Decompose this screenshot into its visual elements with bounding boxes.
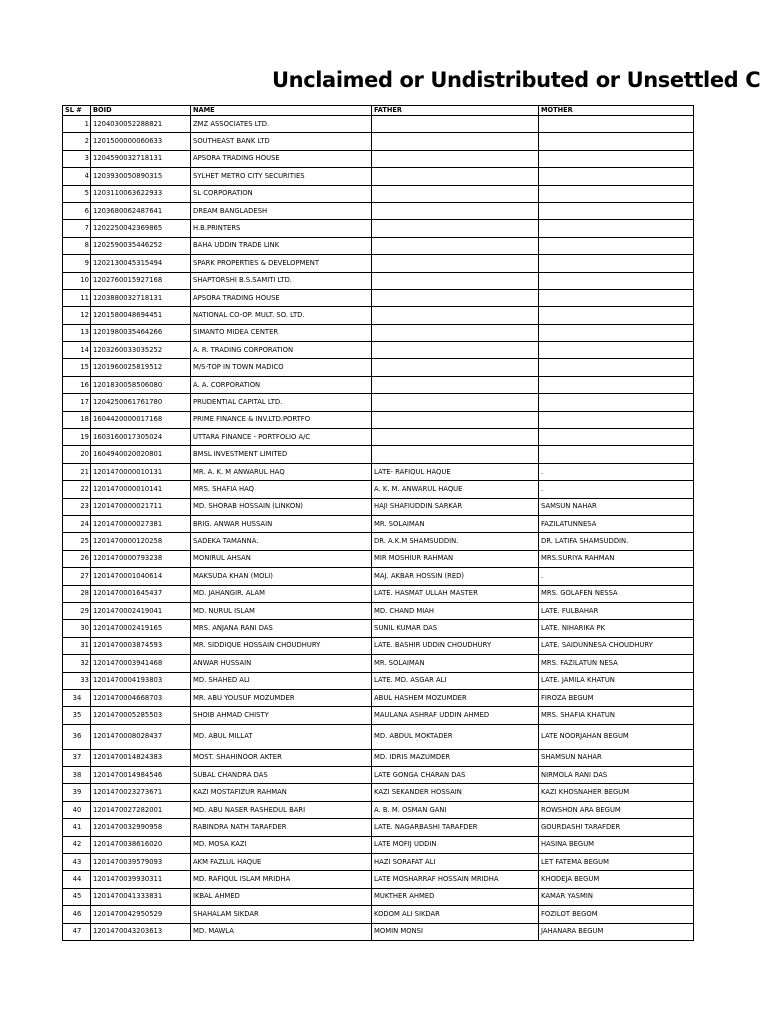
boid-cell: 1201470003874593 — [91, 637, 191, 654]
father-cell: LATE. NAGARBASHI TARAFDER — [372, 819, 539, 836]
table-row — [63, 854, 694, 871]
sl-cell: 45 — [63, 888, 91, 905]
father-cell: LATE MOFIJ UDDIN — [372, 836, 539, 853]
sl-cell: 30 — [63, 620, 91, 637]
mother-cell: LATE. SAIDUNNESA CHOUDHURY — [539, 637, 694, 654]
father-cell — [372, 324, 539, 341]
boid-cell: 1202590035446252 — [91, 237, 191, 254]
sl-cell: 42 — [63, 836, 91, 853]
sl-cell: 27 — [63, 568, 91, 585]
table-row — [63, 568, 694, 585]
father-cell — [372, 394, 539, 411]
boid-cell: 1201470005285503 — [91, 707, 191, 724]
table-row — [63, 150, 694, 167]
name-cell: APSORA TRADING HOUSE — [191, 150, 372, 167]
name-cell: DREAM BANGLADESH — [191, 202, 372, 219]
table-row — [63, 429, 694, 446]
mother-cell: FAZILATUNNESA — [539, 515, 694, 532]
mother-cell: DR. LATIFA SHAMSUDDIN. — [539, 533, 694, 550]
name-cell: AKM FAZLUL HAQUE — [191, 854, 372, 871]
father-cell: LATE. HASMAT ULLAH MASTER — [372, 585, 539, 602]
name-cell: A. A. CORPORATION — [191, 376, 372, 393]
mother-cell: HASINA BEGUM — [539, 836, 694, 853]
boid-cell: 1203680062487641 — [91, 202, 191, 219]
sl-cell: 25 — [63, 533, 91, 550]
name-cell: A. R. TRADING CORPORATION — [191, 342, 372, 359]
mother-cell — [539, 394, 694, 411]
boid-cell: 1201470000793238 — [91, 550, 191, 567]
father-cell: LATE. BASHIR UDDIN CHOUDHURY — [372, 637, 539, 654]
sl-cell: 10 — [63, 272, 91, 289]
name-cell: PRUDENTIAL CAPITAL LTD. — [191, 394, 372, 411]
boid-cell: 1201470003941468 — [91, 655, 191, 672]
sl-cell: 22 — [63, 481, 91, 498]
sl-cell: 16 — [63, 376, 91, 393]
table-row — [63, 819, 694, 836]
sl-cell: 38 — [63, 767, 91, 784]
boid-cell: 1201470000010141 — [91, 481, 191, 498]
table-row — [63, 689, 694, 706]
boid-cell: 1604940020020801 — [91, 446, 191, 463]
father-cell: LATE GONGA CHARAN DAS — [372, 767, 539, 784]
mother-cell — [539, 185, 694, 202]
father-cell: KAZI SEKANDER HOSSAIN — [372, 784, 539, 801]
sl-cell: 47 — [63, 923, 91, 940]
father-cell — [372, 359, 539, 376]
sl-cell: 35 — [63, 707, 91, 724]
father-cell: MD. ABDUL MOKTADER — [372, 724, 539, 749]
table-row — [63, 888, 694, 905]
table-row — [63, 602, 694, 619]
name-cell: MD. SHAHED ALI — [191, 672, 372, 689]
boid-cell: 1201470000120258 — [91, 533, 191, 550]
sl-cell: 28 — [63, 585, 91, 602]
name-cell: IKBAL AHMED — [191, 888, 372, 905]
father-cell — [372, 446, 539, 463]
father-cell — [372, 411, 539, 428]
sl-cell: 3 — [63, 150, 91, 167]
father-cell: MAULANA ASHRAF UDDIN AHMED — [372, 707, 539, 724]
boid-cell: 1201470004193803 — [91, 672, 191, 689]
father-cell: MAJ. AKBAR HOSSIN (RED) — [372, 568, 539, 585]
mother-cell: LATE NOORJAHAN BEGUM — [539, 724, 694, 749]
sl-cell: 46 — [63, 906, 91, 923]
father-cell — [372, 255, 539, 272]
name-cell: MD. JAHANGIR. ALAM — [191, 585, 372, 602]
table-row — [63, 707, 694, 724]
name-cell: MR. SIDDIQUE HOSSAIN CHOUDHURY — [191, 637, 372, 654]
father-cell: MOMIN MONSI — [372, 923, 539, 940]
mother-cell: MRS. FAZILATUN NESA — [539, 655, 694, 672]
father-cell — [372, 168, 539, 185]
sl-cell: 4 — [63, 168, 91, 185]
mother-cell — [539, 272, 694, 289]
table-row — [63, 376, 694, 393]
boid-cell: 1202130045315494 — [91, 255, 191, 272]
table-row — [63, 801, 694, 818]
table-row — [63, 324, 694, 341]
name-cell: SADEKA TAMANNA. — [191, 533, 372, 550]
sl-cell: 26 — [63, 550, 91, 567]
father-cell — [372, 133, 539, 150]
name-cell: MR. A. K. M ANWARUL HAQ — [191, 463, 372, 480]
name-cell: BAHA UDDIN TRADE LINK — [191, 237, 372, 254]
table-row — [63, 724, 694, 749]
mother-cell: JAHANARA BEGUM — [539, 923, 694, 940]
mother-cell: GOURDASHI TARAFDER — [539, 819, 694, 836]
boid-cell: 1201470014824383 — [91, 749, 191, 766]
table-row — [63, 411, 694, 428]
mother-cell: LET FATEMA BEGUM — [539, 854, 694, 871]
mother-cell — [539, 202, 694, 219]
sl-cell: 7 — [63, 220, 91, 237]
sl-cell: 15 — [63, 359, 91, 376]
mother-cell — [539, 429, 694, 446]
boid-cell: 1201470043203613 — [91, 923, 191, 940]
boid-cell: 1201470039930311 — [91, 871, 191, 888]
mother-cell — [539, 220, 694, 237]
boid-cell: 1202760015927168 — [91, 272, 191, 289]
sl-cell: 5 — [63, 185, 91, 202]
sl-cell: 8 — [63, 237, 91, 254]
name-cell: MOST. SHAHINOOR AKTER — [191, 749, 372, 766]
father-cell: MD. CHAND MIAH — [372, 602, 539, 619]
boid-cell: 1203930050890315 — [91, 168, 191, 185]
mother-cell — [539, 376, 694, 393]
sl-cell: 24 — [63, 515, 91, 532]
mother-cell: KHODEJA BEGUM — [539, 871, 694, 888]
name-cell: MRS. ANJANA RANI DAS — [191, 620, 372, 637]
name-cell: ANWAR HUSSAIN — [191, 655, 372, 672]
mother-cell — [539, 255, 694, 272]
table-row — [63, 749, 694, 766]
boid-cell: 1201470014984546 — [91, 767, 191, 784]
father-cell: SUNIL KUMAR DAS — [372, 620, 539, 637]
column-header-sl: SL # — [63, 106, 91, 116]
father-cell — [372, 307, 539, 324]
name-cell: H.B.PRINTERS — [191, 220, 372, 237]
sl-cell: 14 — [63, 342, 91, 359]
name-cell: PRIME FINANCE & INV.LTD.PORTFO — [191, 411, 372, 428]
father-cell: MD. IDRIS MAZUMDER — [372, 749, 539, 766]
sl-cell: 2 — [63, 133, 91, 150]
boid-cell: 1203110063622933 — [91, 185, 191, 202]
table-row — [63, 672, 694, 689]
sl-cell: 33 — [63, 672, 91, 689]
table-row — [63, 585, 694, 602]
name-cell: SHAHALAM SIKDAR — [191, 906, 372, 923]
boid-cell: 1201470000021711 — [91, 498, 191, 515]
father-cell: MIR MOSHIUR RAHMAN — [372, 550, 539, 567]
mother-cell: . — [539, 481, 694, 498]
table-row — [63, 637, 694, 654]
sl-cell: 11 — [63, 289, 91, 306]
name-cell: MD. RAFIQUL ISLAM MRIDHA — [191, 871, 372, 888]
name-cell: MONIRUL AHSAN — [191, 550, 372, 567]
father-cell: LATE. MD. ASGAR ALI — [372, 672, 539, 689]
table-row — [63, 836, 694, 853]
sl-cell: 17 — [63, 394, 91, 411]
boid-cell: 1201470002419041 — [91, 602, 191, 619]
sl-cell: 39 — [63, 784, 91, 801]
table-row — [63, 923, 694, 940]
table-row — [63, 533, 694, 550]
mother-cell — [539, 307, 694, 324]
father-cell: A. B. M. OSMAN GANI — [372, 801, 539, 818]
sl-cell: 34 — [63, 689, 91, 706]
table-row — [63, 784, 694, 801]
table-row — [63, 394, 694, 411]
boid-cell: 1201980035464266 — [91, 324, 191, 341]
boid-cell: 1201960025819512 — [91, 359, 191, 376]
name-cell: MAKSUDA KHAN (MOLI) — [191, 568, 372, 585]
father-cell: HAZI SORAFAT ALI — [372, 854, 539, 871]
name-cell: NATIONAL CO-OP. MULT. SO. LTD. — [191, 307, 372, 324]
father-cell: KODOM ALI SIKDAR — [372, 906, 539, 923]
boid-cell: 1204250061761780 — [91, 394, 191, 411]
table-row — [63, 185, 694, 202]
sl-cell: 19 — [63, 429, 91, 446]
table-header-row — [63, 106, 694, 116]
father-cell: MR. SOLAIMAN — [372, 515, 539, 532]
mother-cell — [539, 359, 694, 376]
mother-cell — [539, 168, 694, 185]
father-cell — [372, 272, 539, 289]
mother-cell — [539, 237, 694, 254]
father-cell: A. K. M. ANWARUL HAQUE — [372, 481, 539, 498]
table-row — [63, 767, 694, 784]
father-cell: LATE MOSHARRAF HOSSAIN MRIDHA — [372, 871, 539, 888]
table-row — [63, 871, 694, 888]
table-row — [63, 255, 694, 272]
name-cell: SOUTHEAST BANK LTD — [191, 133, 372, 150]
boid-cell: 1201580048694451 — [91, 307, 191, 324]
table-row — [63, 168, 694, 185]
sl-cell: 23 — [63, 498, 91, 515]
boid-cell: 1201470001645437 — [91, 585, 191, 602]
name-cell: BMSL INVESTMENT LIMITED — [191, 446, 372, 463]
mother-cell: SAMSUN NAHAR — [539, 498, 694, 515]
sl-cell: 21 — [63, 463, 91, 480]
name-cell: MRS. SHAFIA HAQ — [191, 481, 372, 498]
boid-cell: 1201470023273671 — [91, 784, 191, 801]
table-row — [63, 237, 694, 254]
boid-cell: 1204590032718131 — [91, 150, 191, 167]
mother-cell: KAMAR YASMIN — [539, 888, 694, 905]
father-cell — [372, 116, 539, 133]
mother-cell: MRS.SURIYA RAHMAN — [539, 550, 694, 567]
boid-cell: 1201470038616020 — [91, 836, 191, 853]
boid-cell: 1604420000017168 — [91, 411, 191, 428]
mother-cell: . — [539, 568, 694, 585]
sl-cell: 13 — [63, 324, 91, 341]
mother-cell: MRS. SHAFIA KHATUN — [539, 707, 694, 724]
mother-cell: LATE. NIHARIKA PK — [539, 620, 694, 637]
mother-cell — [539, 324, 694, 341]
mother-cell — [539, 116, 694, 133]
father-cell: MUKTHER AHMED — [372, 888, 539, 905]
boid-cell: 1201470000027381 — [91, 515, 191, 532]
table-row — [63, 202, 694, 219]
mother-cell — [539, 411, 694, 428]
father-cell — [372, 376, 539, 393]
name-cell: SPARK PROPERTIES & DEVELOPMENT — [191, 255, 372, 272]
name-cell: SHOIB AHMAD CHISTY — [191, 707, 372, 724]
sl-cell: 44 — [63, 871, 91, 888]
mother-cell — [539, 289, 694, 306]
mother-cell — [539, 446, 694, 463]
sl-cell: 12 — [63, 307, 91, 324]
sl-cell: 32 — [63, 655, 91, 672]
mother-cell: SHAMSUN NAHAR — [539, 749, 694, 766]
boid-cell: 1201470001040614 — [91, 568, 191, 585]
unclaimed-shares-table — [62, 105, 694, 941]
mother-cell: ROWSHON ARA BEGUM — [539, 801, 694, 818]
table-row — [63, 498, 694, 515]
table-row — [63, 515, 694, 532]
mother-cell — [539, 133, 694, 150]
name-cell: MD. NURUL ISLAM — [191, 602, 372, 619]
mother-cell: MRS. GOLAFEN NESSA — [539, 585, 694, 602]
boid-cell: 1201470004668703 — [91, 689, 191, 706]
table-row — [63, 272, 694, 289]
father-cell — [372, 185, 539, 202]
name-cell: APSORA TRADING HOUSE — [191, 289, 372, 306]
father-cell: ABUL HASHEM MOZUMDER — [372, 689, 539, 706]
name-cell: ZMZ ASSOCIATES LTD. — [191, 116, 372, 133]
father-cell — [372, 220, 539, 237]
name-cell: MD. ABU NASER RASHEDUL BARI — [191, 801, 372, 818]
name-cell: SIMANTO MIDEA CENTER — [191, 324, 372, 341]
name-cell: MR. ABU YOUSUF MOZUMDER — [191, 689, 372, 706]
table-row — [63, 655, 694, 672]
father-cell — [372, 202, 539, 219]
column-header-father: FATHER — [372, 106, 539, 116]
table-row — [63, 359, 694, 376]
sl-cell: 36 — [63, 724, 91, 749]
father-cell: MR. SOLAIMAN — [372, 655, 539, 672]
boid-cell: 1201470032990958 — [91, 819, 191, 836]
table-row — [63, 133, 694, 150]
name-cell: KAZI MOSTAFIZUR RAHMAN — [191, 784, 372, 801]
father-cell: LATE- RAFIQUL HAQUE — [372, 463, 539, 480]
name-cell: UTTARA FINANCE - PORTFOLIO A/C — [191, 429, 372, 446]
name-cell: SL CORPORATION — [191, 185, 372, 202]
document-title: Unclaimed or Undistributed or Unsettled C — [272, 68, 761, 92]
mother-cell — [539, 150, 694, 167]
sl-cell: 29 — [63, 602, 91, 619]
sl-cell: 18 — [63, 411, 91, 428]
mother-cell: FIROZA BEGUM — [539, 689, 694, 706]
name-cell: MD. MAWLA — [191, 923, 372, 940]
boid-cell: 1201470039579093 — [91, 854, 191, 871]
mother-cell: NIRMOLA RANI DAS — [539, 767, 694, 784]
name-cell: MD. ABUL MILLAT — [191, 724, 372, 749]
name-cell: MD. MOSA KAZI — [191, 836, 372, 853]
boid-cell: 1201470000010131 — [91, 463, 191, 480]
boid-cell: 1201470041333831 — [91, 888, 191, 905]
table-row — [63, 220, 694, 237]
boid-cell: 1201470002419165 — [91, 620, 191, 637]
father-cell — [372, 150, 539, 167]
name-cell: SHAPTORSHI B.S.SAMITI LTD. — [191, 272, 372, 289]
boid-cell: 1202250042369865 — [91, 220, 191, 237]
name-cell: RABINDRA NATH TARAFDER — [191, 819, 372, 836]
sl-cell: 41 — [63, 819, 91, 836]
sl-cell: 40 — [63, 801, 91, 818]
boid-cell: 1203880032718131 — [91, 289, 191, 306]
table-row — [63, 481, 694, 498]
table-row — [63, 289, 694, 306]
sl-cell: 9 — [63, 255, 91, 272]
table-row — [63, 906, 694, 923]
mother-cell: LATE. JAMILA KHATUN — [539, 672, 694, 689]
mother-cell — [539, 342, 694, 359]
table-row — [63, 342, 694, 359]
table-row — [63, 307, 694, 324]
boid-cell: 1201830058506080 — [91, 376, 191, 393]
father-cell — [372, 429, 539, 446]
name-cell: M/S-TOP IN TOWN MADICO — [191, 359, 372, 376]
table-row — [63, 620, 694, 637]
name-cell: SYLHET METRO CITY SECURITIES — [191, 168, 372, 185]
sl-cell: 20 — [63, 446, 91, 463]
column-header-boid: BOID — [91, 106, 191, 116]
column-header-mother: MOTHER — [539, 106, 694, 116]
column-header-name: NAME — [191, 106, 372, 116]
mother-cell: LATE. FULBAHAR — [539, 602, 694, 619]
mother-cell: FOZILOT BEGOM — [539, 906, 694, 923]
father-cell — [372, 342, 539, 359]
table-row — [63, 446, 694, 463]
father-cell: DR. A.K.M SHAMSUDDIN. — [372, 533, 539, 550]
table-row — [63, 463, 694, 480]
father-cell — [372, 289, 539, 306]
boid-cell: 1201470027282001 — [91, 801, 191, 818]
name-cell: MD. SHORAB HOSSAIN (LINKON) — [191, 498, 372, 515]
sl-cell: 31 — [63, 637, 91, 654]
boid-cell: 1204030052288821 — [91, 116, 191, 133]
father-cell — [372, 237, 539, 254]
table-row — [63, 550, 694, 567]
mother-cell: KAZI KHOSNAHER BEGUM — [539, 784, 694, 801]
name-cell: SUBAL CHANDRA DAS — [191, 767, 372, 784]
sl-cell: 1 — [63, 116, 91, 133]
boid-cell: 1201470008028437 — [91, 724, 191, 749]
boid-cell: 1603160017305024 — [91, 429, 191, 446]
boid-cell: 1201470042950529 — [91, 906, 191, 923]
father-cell: HAJI SHAFIUDDIN SARKAR — [372, 498, 539, 515]
mother-cell: . — [539, 463, 694, 480]
name-cell: BRIG. ANWAR HUSSAIN — [191, 515, 372, 532]
sl-cell: 37 — [63, 749, 91, 766]
boid-cell: 1201500000060633 — [91, 133, 191, 150]
table-row — [63, 116, 694, 133]
boid-cell: 1203260033035252 — [91, 342, 191, 359]
sl-cell: 6 — [63, 202, 91, 219]
sl-cell: 43 — [63, 854, 91, 871]
